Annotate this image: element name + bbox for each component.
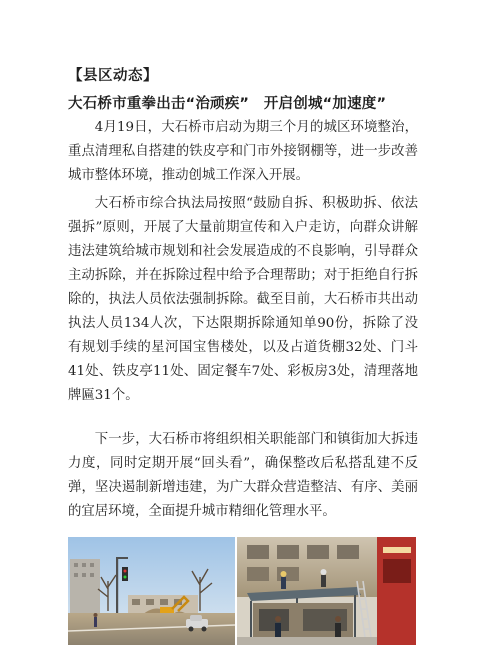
paragraph-1: 4月19日，大石桥市启动为期三个月的城区环境整治，重点清理私自搭建的铁皮亭和门市外接钢棚等，进一步改善城市整体环境，推动创城工作深入开展。 <box>68 120 418 183</box>
paragraph-3: 下一步，大石桥市将组织相关职能部门和镇街加大拆违力度，同时定期开展“回头看”，确保整改后私搭乱建不反弹，坚决遏制新增违建，为广大群众营造整洁、有序、美丽的宜居环境，全面提升城市精细化管理水平。 <box>68 432 418 519</box>
paragraph-2: 大石桥市综合执法局按照“鼓励自拆、积极助拆、依法强拆”原则，开展了大量前期宣传和入户走访，向群众讲解违法建筑给城市规划和社会发展造成的不良影响，引导群众主动拆除，并在拆除过程中给予合理帮助；对于拒绝自行拆除的，执法人员依法强制拆除。截至目前，大石桥市共出动执法人员134人次，下达限期拆除通知单90份，拆除了没有规划手续的星河国宝售楼处，以及占道货棚32处、门斗41处、铁皮亭11处、固定餐车7处、彩板房3处，清理落地牌匾31个。 <box>68 196 418 403</box>
workers-removing-steel-shed-photo <box>237 537 416 645</box>
article-headline: 大石桥市重拳出击“治顽疾” 开启创城“加速度” <box>68 96 387 112</box>
photo-strip <box>68 537 416 645</box>
section-tag: 【县区动态】 <box>68 68 158 84</box>
demolition-site-street-photo <box>68 537 235 645</box>
